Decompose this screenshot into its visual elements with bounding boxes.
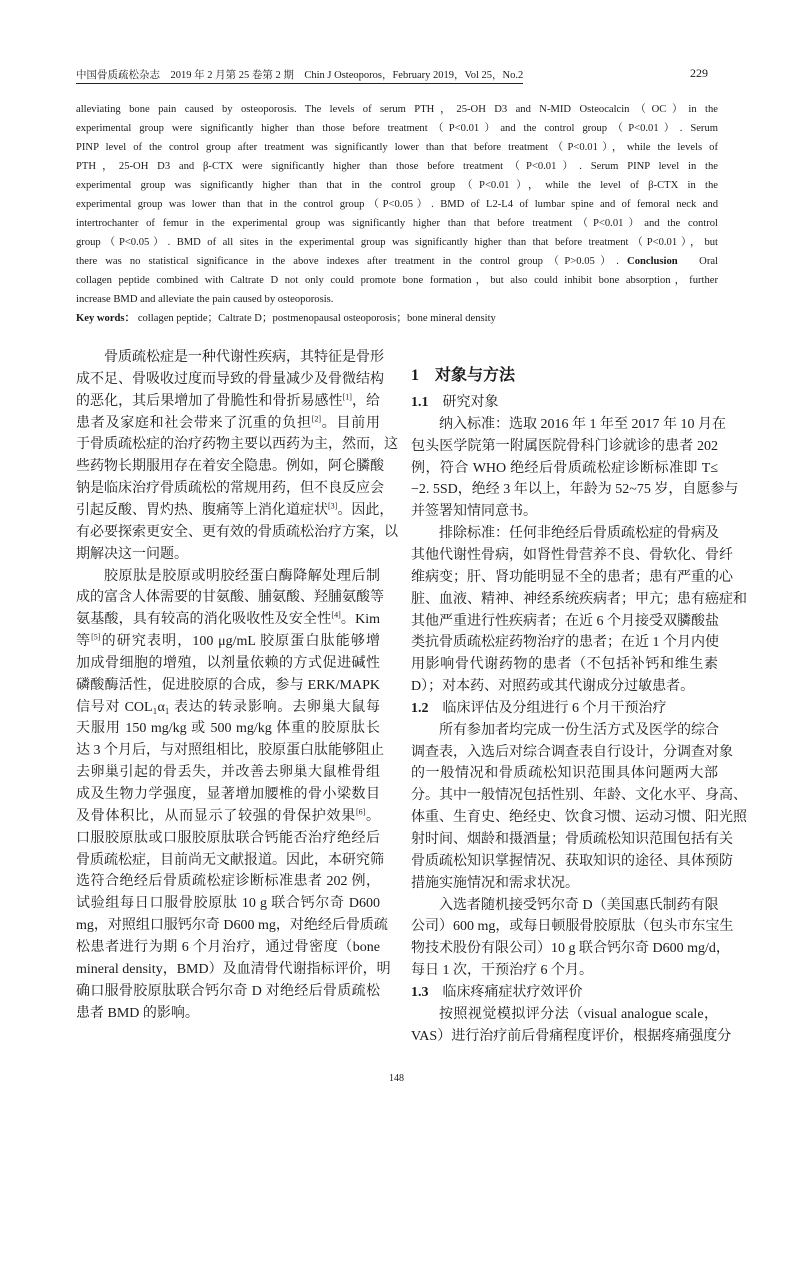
- text-line: 些药物长期服用存在着安全隐患。例如，阿仑膦酸: [76, 459, 384, 475]
- text-line: 试验组每日口服骨胶原肽 10 g 联合钙尔奇 D600: [76, 896, 380, 912]
- section-title: 1 对象与方法: [411, 367, 516, 384]
- text-line: 例，符合 WHO 绝经后骨质疏松症诊断标准即 T≤: [411, 460, 718, 476]
- text-line: collagen peptide combined with Caltrate D not only could promote bone formation，but also could inhibit bone absorption，further: [76, 275, 718, 286]
- text-line: 物技术股份有限公司）10 g 联合钙尔奇 D600 mg/d，: [411, 941, 730, 957]
- text-segment: there was no statistical significance in the above indexes after treatment in the control group（P>0.05）.: [76, 256, 628, 267]
- text-line: 选符合绝经后骨质疏松症诊断标准患者 202 例，: [76, 874, 380, 890]
- citation-ref: [4]: [331, 610, 341, 620]
- subsection-heading: [411, 983, 718, 1003]
- subsection-title: 研究对象: [442, 395, 499, 410]
- text-line: 的一般情况和骨质疏松知识范围具体问题两大部: [411, 766, 718, 782]
- subsection-number: 1.1: [411, 395, 429, 410]
- subsection-title: 临床评估及分组进行 6 个月干预治疗: [442, 700, 667, 716]
- text-line: increase BMD and alleviate the pain caused by osteoporosis.: [76, 294, 334, 305]
- text-line: 分。其中一般情况包括性别、年龄、文化水平、身高、: [411, 788, 747, 804]
- text-line: mg，对照组口服钙尔奇 D600 mg，对绝经后骨质疏: [76, 918, 388, 934]
- text-line: 期解决这一问题。: [76, 546, 188, 562]
- subsection-heading: [411, 393, 718, 413]
- text-segment: 。因此，: [337, 502, 394, 518]
- text-line: 确口服骨胶原肽联合钙尔奇 D 对绝经后骨质疏松: [76, 983, 380, 999]
- text-segment: 。目前用: [321, 415, 381, 431]
- text-line: 钠是临床治疗骨质疏松的常规用药，但不良反应会: [76, 481, 384, 497]
- text-segment: 。: [365, 808, 380, 824]
- text-segment: 及骨体积比，从而显示了较强的骨保护效果: [76, 808, 356, 824]
- text-line: [76, 807, 380, 827]
- citation-ref: [6]: [355, 807, 366, 817]
- text-line: 信号对 COL₁α₁ 表达的转录影响。去卵巢大鼠每: [76, 699, 380, 715]
- text-line: 调查表，入选后对综合调查表自行设计，分调查对象: [411, 744, 733, 760]
- text-line: experimental group was lower than that in the control group（P<0.05）. BMD of L2-L4 of lumbar spine and of femoral neck and: [76, 199, 718, 210]
- text-line: 有必要探索更安全、更有效的骨质疏松治疗方案，以: [76, 524, 398, 540]
- bold-term: Conclusion: [627, 256, 678, 267]
- text-line: PINP level of the control group after treatment was significantly lower than that before treatment（P<0.01），while the levels of: [76, 142, 718, 153]
- text-line: experimental group was significantly higher than that in the control group（P<0.01），while the level of β-CTX in the: [76, 180, 718, 191]
- text-line: 所有参加者均完成一份生活方式及医学的综合: [439, 722, 719, 738]
- text-line: 其他严重进行性疾病者；在近 6 个月接受双膦酸盐: [411, 613, 719, 629]
- text-line: [76, 632, 380, 652]
- text-line: 体重、生育史、绝经史、饮食习惯、运动习惯、阳光照: [411, 810, 747, 826]
- text-segment: 的恶化，其后果增加了骨脆性和骨折易感性: [76, 393, 343, 409]
- text-line: 包头医学院第一附属医院骨科门诊就诊的患者 202: [411, 438, 718, 454]
- subsection-title: 临床疼痛症状疗效评价: [442, 984, 583, 1000]
- text-segment: 氨基酸，具有较高的消化吸收性及安全性: [76, 612, 332, 628]
- citation-ref: [5]: [91, 632, 101, 642]
- text-line: 松患者进行为期 6 个月治疗，通过骨密度（bone: [76, 939, 380, 955]
- keywords-label: Key words：: [76, 313, 136, 324]
- subsection-number: 1.3: [411, 984, 429, 1000]
- text-line: 磷酸酶活性，促进胶原的合成，参与 ERK/MAPK: [76, 677, 380, 693]
- text-line: 入选者随机接受钙尔奇 D（美国惠氏制药有限: [439, 897, 719, 913]
- page-number: 229: [690, 66, 708, 80]
- text-line: PTH，25-OH D3 and β-CTX were significantly higher than those before treatment（P<0.01）. Serum PINP level in the: [76, 161, 718, 172]
- text-line: 脏、血液、精神、神经系统疾病者；甲亢；患有癌症和: [411, 591, 747, 607]
- text-line: 成及生物力学强度，显著增加腰椎的骨小梁数目: [76, 787, 380, 802]
- text-line: 措施实施情况和需求状况。: [411, 875, 579, 891]
- text-line: VAS）进行治疗前后骨痛程度评价，根据疼痛强度分: [411, 1028, 732, 1044]
- footer-page-number: 148: [389, 1073, 404, 1084]
- text-line: 维病变；肝、肾功能明显不全的患者；患有严重的心: [411, 569, 733, 585]
- text-segment: 的研究表明，100 μg/mL 胶原蛋白肽能够增: [100, 634, 380, 650]
- text-line: 并签署知情同意书。: [411, 504, 537, 520]
- text-segment: ，给: [351, 393, 381, 409]
- text-line: mineral density，BMD）及血清骨代谢指标评价，明: [76, 961, 391, 977]
- text-line: [76, 501, 394, 521]
- subsection-number: 1.2: [411, 700, 429, 716]
- citation-ref: [1]: [342, 392, 352, 402]
- text-line: 骨质疏松症是一种代谢性疾病，其特征是骨形: [104, 350, 384, 365]
- text-line: 骨质疏松症，目前尚无文献报道。因此，本研究筛: [76, 852, 384, 868]
- text-line: 射时间、烟龄和摄酒量；骨质疏松知识范围包括有关: [411, 832, 733, 847]
- text-line: experimental group were significantly higher than those before treatment（P<0.01）and the control group（P<0.01）. Serum: [76, 123, 718, 134]
- text-segment: 引起反酸、胃灼热、腹痛等上消化道症状: [76, 502, 328, 518]
- text-line: 骨质疏松知识掌握情况、获取知识的途径、具体预防: [411, 853, 733, 869]
- text-line: intertrochanter of femur in the experimental group was significantly higher than that before treatment（P<0.01）and the control: [76, 218, 718, 229]
- text-line: 纳入标准：选取 2016 年 1 年至 2017 年 10 月在: [439, 416, 726, 432]
- text-line: 用影响骨代谢药物的患者（不包括补钙和维生素: [411, 657, 718, 673]
- text-line: group（P<0.05）. BMD of all sites in the experimental group was significantly higher than that before treatment（P<0.01），but: [76, 237, 718, 248]
- text-line: [76, 254, 718, 270]
- text-line: 成的富含人体需要的甘氨酸、脯氨酸、羟脯氨酸等: [76, 590, 384, 606]
- citation-ref: [2]: [311, 413, 322, 423]
- text-line: 胶原肽是胶原或明胶经蛋白酶降解处理后制: [104, 568, 380, 584]
- keywords-text: collagen peptide；Caltrate D；postmenopausal osteoporosis；bone mineral density: [137, 313, 496, 324]
- text-line: 达 3 个月后，与对照组相比，胶原蛋白肽能够阻止: [76, 743, 384, 759]
- text-line: 类抗骨质疏松症药物治疗的患者；在近 1 个月内使: [411, 635, 719, 651]
- keywords-line: [76, 311, 718, 327]
- text-line: D）；对本药、对照药或其代谢成分过敏患者。: [411, 679, 695, 695]
- text-line: −2. 5SD，绝经 3 年以上，年龄为 52~75 岁，自愿参与: [411, 482, 739, 498]
- text-segment: 等: [76, 634, 92, 650]
- text-line: 成不足、骨吸收过度而导致的骨量减少及骨微结构: [76, 371, 384, 387]
- text-line: 加成骨细胞的增殖，以剂量依赖的方式促进碱性: [76, 655, 380, 671]
- citation-ref: [3]: [328, 501, 338, 511]
- text-segment: 。Kim: [340, 612, 381, 628]
- subsection-heading: [411, 699, 718, 719]
- text-line: 口服胶原肽或口服胶原肽联合钙能否治疗绝经后: [76, 830, 380, 846]
- text-line: 按照视觉模拟评分法（visual analogue scale，: [439, 1006, 718, 1022]
- running-header: 中国骨质疏松杂志 2019 年 2 月第 25 卷第 2 期 Chin J Osteoporos，February 2019，Vol 25，No.2: [76, 67, 523, 84]
- text-line: [76, 610, 380, 630]
- text-segment: Oral: [677, 256, 718, 267]
- text-line: alleviating bone pain caused by osteoporosis. The levels of serum PTH，25-OH D3 and N-MID Osteocalcin（OC）in the: [76, 104, 718, 115]
- text-line: 其他代谢性骨病，如肾性骨营养不良、骨软化、骨纤: [411, 547, 733, 563]
- text-line: 排除标准：任何非绝经后骨质疏松症的骨病及: [439, 526, 719, 542]
- text-line: 患者 BMD 的影响。: [76, 1005, 199, 1021]
- text-line: 公司）600 mg，或每日顿服骨胶原肽（包头市东宝生: [411, 919, 734, 935]
- text-line: [76, 392, 380, 412]
- text-line: 于骨质疏松症的治疗药物主要以西药为主，然而，这: [76, 437, 398, 453]
- text-segment: 患者及家庭和社会带来了沉重的负担: [76, 415, 312, 431]
- text-line: [76, 414, 380, 434]
- text-line: 每日 1 次，干预治疗 6 个月。: [411, 963, 593, 979]
- text-line: 天服用 150 mg/kg 或 500 mg/kg 体重的胶原肽长: [76, 721, 380, 737]
- text-line: 去卵巢引起的骨丢失，并改善去卵巢大鼠椎骨组: [76, 765, 380, 781]
